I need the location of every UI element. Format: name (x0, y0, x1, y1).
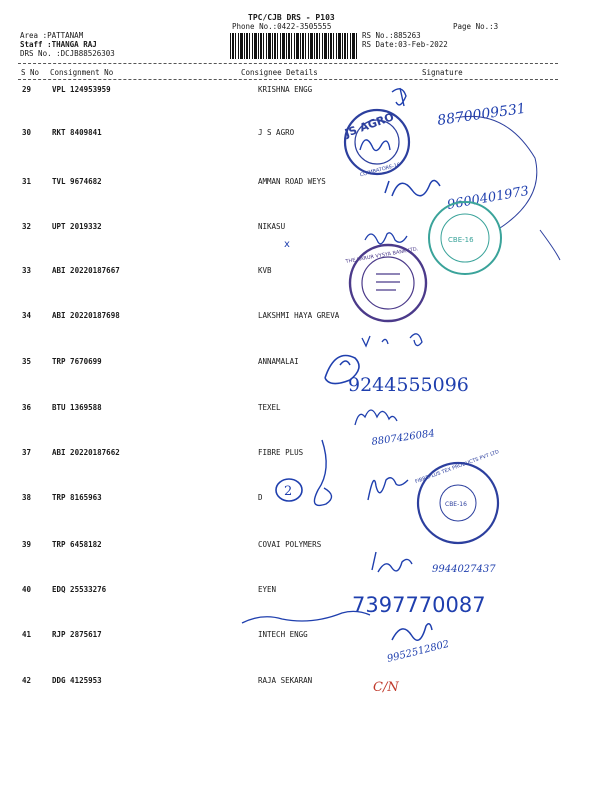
header-divider-top (18, 63, 558, 64)
row-consignee: KVB (258, 266, 272, 275)
row-consignee: LAKSHMI HAYA GREVA (258, 311, 340, 320)
row-sno: 30 (22, 128, 32, 137)
circled-mark-38 (276, 479, 302, 501)
handwriting-phone-36: 8807426084 (370, 428, 436, 448)
row-consignee: D (258, 493, 263, 502)
signature-row-32 (365, 233, 407, 244)
row-consignment: ABI 20220187698 (52, 311, 120, 320)
signature-row-39 (372, 552, 412, 572)
signature-row-38 (368, 478, 408, 500)
row-sno: 38 (22, 493, 32, 502)
row-consignee: INTECH ENGG (258, 630, 308, 639)
rs-date: RS Date:03-Feb-2022 (362, 40, 448, 49)
row-consignment: RKT 8409841 (52, 128, 102, 137)
karur-bank-stamp-name: THE KARUR VYSYA BANK LTD. (345, 246, 419, 265)
ink-stroke (314, 440, 331, 505)
row-consignment: UPT 2019332 (52, 222, 102, 231)
row-sno: 36 (22, 403, 32, 412)
handwriting-mark-32: x (284, 239, 290, 250)
row-consignment: ABI 20220187667 (52, 266, 120, 275)
row-sno: 35 (22, 357, 32, 366)
js-agro-stamp (342, 110, 409, 178)
signature-row-40 (242, 611, 370, 623)
row-sno: 37 (22, 448, 32, 457)
handwriting-phone-35: 9244555096 (348, 374, 469, 396)
row-consignee: J S AGRO (258, 128, 295, 137)
handwriting-phone-41: 9952512802 (386, 638, 451, 665)
fibreplus-stamp-name: FIBREPLUS TEX PRODUCTS PVT LTD (414, 449, 500, 486)
phone-number: Phone No.:0422-3505555 (232, 22, 332, 31)
row-consignee: TEXEL (258, 403, 281, 412)
handwriting-phone-29: 8870009531 (436, 100, 527, 129)
row-sno: 34 (22, 311, 32, 320)
rs-number: RS No.:885263 (362, 31, 421, 40)
row-consignee: KRISHNA ENGG (258, 85, 313, 94)
js-agro-stamp-place: COIMBATORE-16 (359, 161, 401, 179)
column-sno: S No (21, 68, 40, 77)
signature-row-31 (385, 180, 440, 196)
row-consignee: ANNAMALAI (258, 357, 299, 366)
row-consignment: RJP 2875617 (52, 630, 102, 639)
handwriting-phone-40: 7397770087 (352, 593, 486, 617)
row-sno: 31 (22, 177, 32, 186)
handwriting-phone-31: 9600401973 (446, 183, 531, 213)
document-title: TPC/CJB DRS - P103 (248, 13, 335, 22)
signature-row-34 (362, 334, 422, 346)
row-consignment: EDQ 25533276 (52, 585, 107, 594)
ink-stroke (455, 116, 560, 260)
row-sno: 42 (22, 676, 32, 685)
area-field: Area :PATTANAM (20, 31, 84, 40)
fibreplus-stamp-code: CBE-16 (445, 501, 467, 508)
handwriting-mark-42: C/N (373, 680, 399, 695)
drs-number: DRS No. :DCJB88526303 (20, 49, 115, 58)
column-consignment: Consignment No (50, 68, 114, 77)
row-consignment: VPL 124953959 (52, 85, 111, 94)
row-consignment: TRP 6458182 (52, 540, 102, 549)
row-consignee: EYEN (258, 585, 277, 594)
row-consignee: RAJA SEKARAN (258, 676, 313, 685)
handwriting-phone-39: 9944027437 (432, 564, 496, 575)
signature-row-29 (360, 88, 406, 151)
signature-row-35 (325, 356, 359, 384)
row-sno: 33 (22, 266, 32, 275)
row-consignee: COVAI POLYMERS (258, 540, 322, 549)
row-consignee: AMMAN ROAD WEYS (258, 177, 326, 186)
page-number: Page No.:3 (453, 22, 499, 31)
signature-row-36 (355, 410, 397, 425)
header-divider-bottom (18, 79, 558, 80)
row-consignee: NIKASU (258, 222, 286, 231)
js-agro-stamp-name: JS AGRO (343, 110, 396, 140)
row-consignment: TVL 9674682 (52, 177, 102, 186)
fibreplus-stamp (414, 449, 500, 543)
staff-field: Staff :THANGA RAJ (20, 40, 97, 49)
karur-bank-stamp (344, 245, 426, 321)
row-sno: 40 (22, 585, 32, 594)
row-consignment: DDG 4125953 (52, 676, 102, 685)
row-sno: 32 (22, 222, 32, 231)
row-sno: 39 (22, 540, 32, 549)
handwriting-mark-38: 2 (284, 484, 293, 499)
row-sno: 41 (22, 630, 32, 639)
express-stamp (429, 202, 501, 274)
column-consignee: Consignee Details (241, 68, 318, 77)
row-consignment: TRP 8165963 (52, 493, 102, 502)
barcode (230, 33, 358, 59)
row-consignment: ABI 20220187662 (52, 448, 120, 457)
row-consignment: TRP 7670699 (52, 357, 102, 366)
signature-row-41 (392, 624, 432, 640)
row-consignee: FIBRE PLUS (258, 448, 304, 457)
column-signature: Signature (422, 68, 463, 77)
express-stamp-code: CBE-16 (448, 236, 474, 244)
row-consignment: BTU 1369588 (52, 403, 102, 412)
row-sno: 29 (22, 85, 32, 94)
